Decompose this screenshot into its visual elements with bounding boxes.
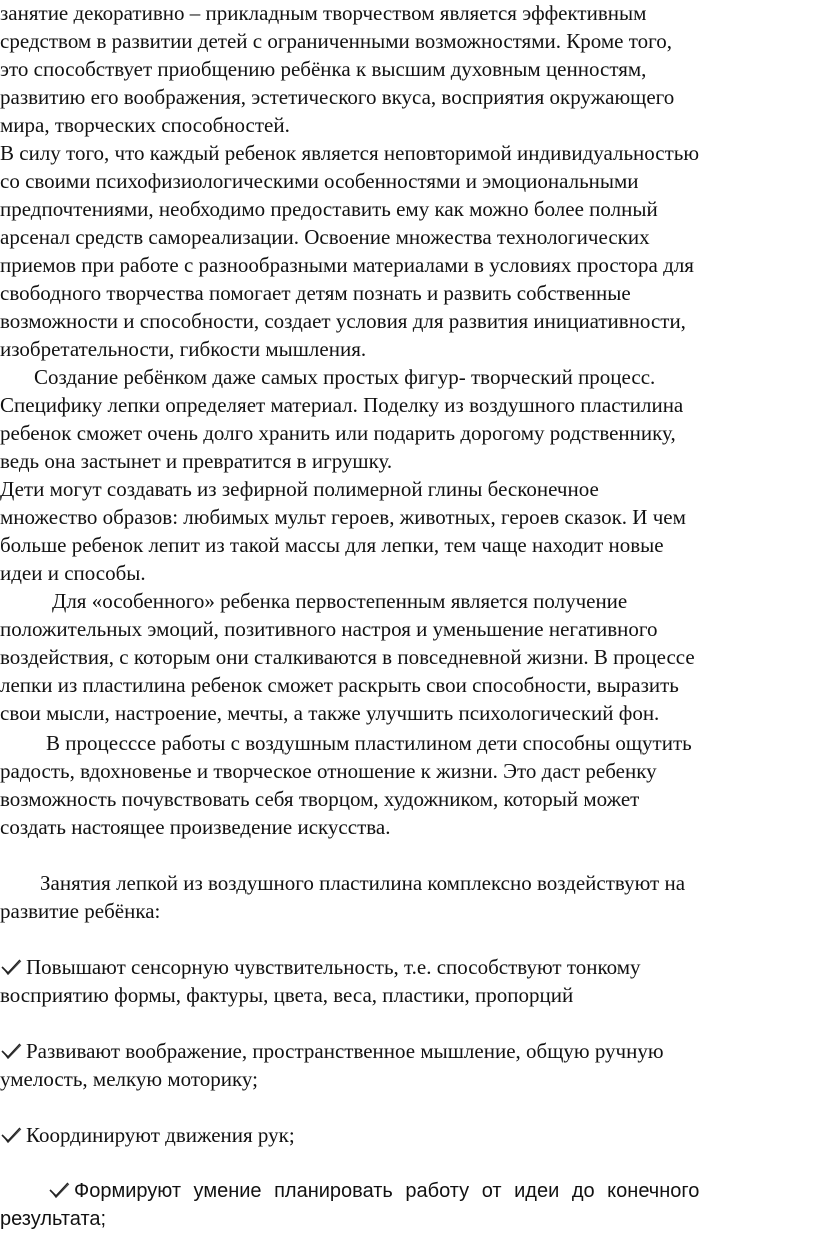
- bullet-item: [0, 1038, 664, 1066]
- bullet-text: Формируют умение планировать работу от идеи до конечного: [74, 1180, 700, 1202]
- checkmark-icon: [0, 1038, 26, 1066]
- text-line: В силу того, что каждый ребенок является неповторимой индивидуальностью: [0, 141, 700, 165]
- text-line: занятие декоративно – прикладным творчеством является эффективным: [0, 1, 647, 25]
- checkmark-icon: [48, 1178, 74, 1206]
- text-line: мира, творческих способностей.: [0, 113, 290, 137]
- text-line: Создание ребёнком даже самых простых фигур- творческий процесс.: [34, 365, 656, 389]
- bullet-text: Развивают воображение, пространственное мышление, общую ручную: [26, 1039, 664, 1063]
- text-line: ведь она застынет и превратится в игрушку.: [0, 449, 393, 473]
- text-line: возможности и способности, создает условия для развития инициативности,: [0, 309, 686, 333]
- bullet-item: [48, 1178, 816, 1206]
- text-line: В процесссе работы с воздушным пластилином дети способны ощутить: [46, 731, 692, 755]
- text-line: свободного творчества помогает детям познать и развить собственные: [0, 281, 631, 305]
- text-line: Для «особенного» ребенка первостепенным является получение: [52, 589, 628, 613]
- bullet-item: [0, 954, 641, 982]
- bullet-text: Координируют движения рук;: [26, 1123, 295, 1147]
- text-line: больше ребенок лепит из такой массы для лепки, тем чаще находит новые: [0, 533, 664, 557]
- bullet-item: [0, 1122, 295, 1150]
- text-line: множество образов: любимых мульт героев, животных, героев сказок. И чем: [0, 505, 686, 529]
- text-line: развитию его воображения, эстетического вкуса, восприятия окружающего: [0, 85, 675, 109]
- text-line: положительных эмоций, позитивного настроя и уменьшение негативного: [0, 617, 658, 641]
- bullet-text: Повышают сенсорную чувствительность, т.е. способствуют тонкому: [26, 955, 641, 979]
- text-line: приемов при работе с разнообразными материалами в условиях простора для: [0, 253, 694, 277]
- text-line: Специфику лепки определяет материал. Поделку из воздушного пластилина: [0, 393, 684, 417]
- checkmark-icon: [0, 954, 26, 982]
- text-line: ребенок сможет очень долго хранить или подарить дорогому родственнику,: [0, 421, 676, 445]
- text-line: идеи и способы.: [0, 561, 146, 585]
- text-line: результата;: [0, 1208, 107, 1230]
- text-line: это способствует приобщению ребёнка к высшим духовным ценностям,: [0, 57, 647, 81]
- text-line: радость, вдохновенье и творческое отношение к жизни. Это даст ребенку: [0, 759, 657, 783]
- checkmark-icon: [0, 1122, 26, 1150]
- text-line: Дети могут создавать из зефирной полимерной глины бесконечное: [0, 477, 599, 501]
- text-line: арсенал средств самореализации. Освоение множества технологических: [0, 225, 650, 249]
- text-line: предпочтениями, необходимо предоставить ему как можно более полный: [0, 197, 658, 221]
- text-line: умелость, мелкую моторику;: [0, 1067, 258, 1091]
- text-line: лепки из пластилина ребенок сможет раскрыть свои способности, выразить: [0, 673, 679, 697]
- text-line: создать настоящее произведение искусства.: [0, 815, 391, 839]
- text-line: изобретательности, гибкости мышления.: [0, 337, 367, 361]
- text-line: возможность почувствовать себя творцом, художником, который может: [0, 787, 640, 811]
- text-line: развитие ребёнка:: [0, 899, 161, 923]
- text-line: свои мысли, настроение, мечты, а также улучшить психологический фон.: [0, 701, 660, 725]
- text-line: Занятия лепкой из воздушного пластилина комплексно воздействуют на: [40, 871, 686, 895]
- text-line: воздействия, с которым они сталкиваются в повседневной жизни. В процессе: [0, 645, 695, 669]
- text-line: со своими психофизиологическими особенностями и эмоциональными: [0, 169, 639, 193]
- text-line: средством в развитии детей с ограниченными возможностями. Кроме того,: [0, 29, 672, 53]
- text-line: восприятию формы, фактуры, цвета, веса, пластики, пропорций: [0, 983, 574, 1007]
